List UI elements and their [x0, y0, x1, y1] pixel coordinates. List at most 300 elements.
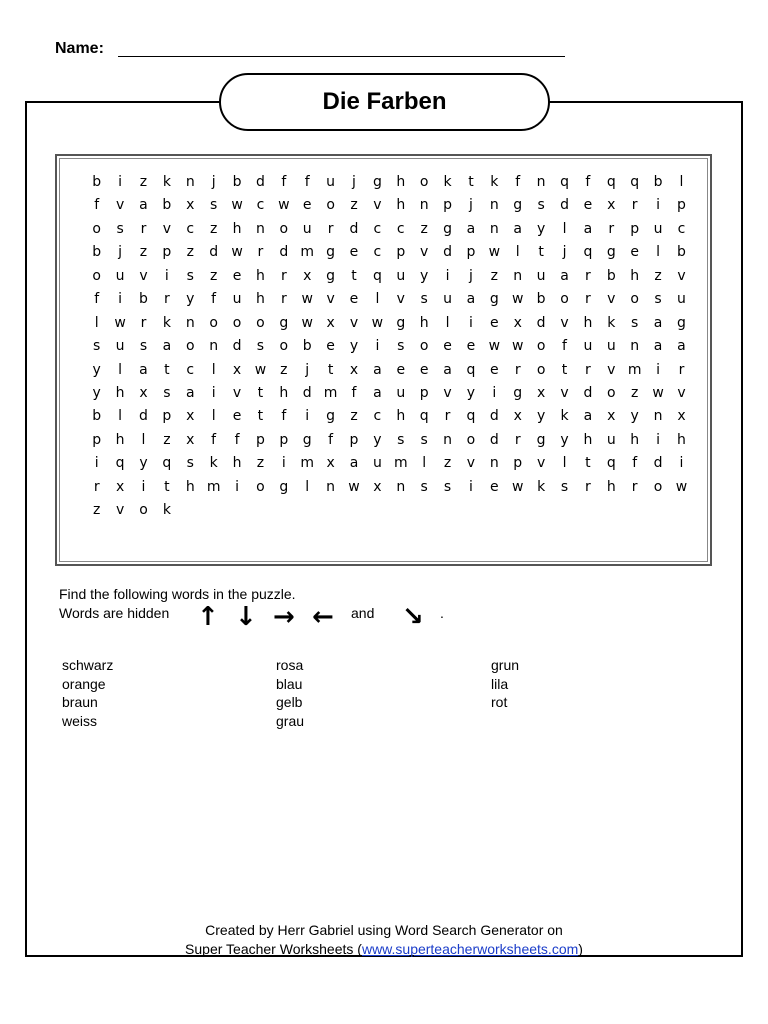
grid-letter[interactable]: r [631, 478, 638, 495]
grid-letter[interactable]: z [139, 174, 148, 190]
grid-letter[interactable]: z [350, 408, 358, 425]
grid-letter[interactable]: d [489, 431, 499, 448]
grid-letter[interactable]: f [211, 291, 217, 308]
grid-letter[interactable]: v [420, 244, 429, 261]
grid-letter[interactable]: n [536, 174, 546, 190]
grid-letter[interactable]: z [163, 431, 171, 448]
grid-letter[interactable]: a [349, 455, 359, 472]
grid-letter[interactable]: o [326, 197, 335, 214]
grid-letter[interactable]: i [235, 478, 239, 495]
grid-letter[interactable]: t [257, 384, 264, 401]
grid-letter[interactable]: a [139, 197, 148, 214]
grid-letter[interactable]: h [255, 291, 265, 308]
grid-letter[interactable]: q [115, 455, 125, 472]
grid-letter[interactable]: b [302, 338, 312, 355]
grid-letter[interactable]: w [488, 338, 501, 355]
grid-letter[interactable]: e [583, 197, 593, 214]
grid-letter[interactable]: h [583, 314, 593, 331]
grid-letter[interactable]: r [140, 314, 147, 331]
grid-letter[interactable]: r [608, 220, 615, 237]
grid-letter[interactable]: r [585, 267, 591, 284]
grid-letter[interactable]: o [279, 220, 289, 237]
grid-letter[interactable]: s [537, 197, 545, 214]
grid-letter[interactable]: i [679, 455, 684, 472]
grid-letter[interactable]: k [607, 314, 616, 331]
grid-letter[interactable]: b [92, 244, 102, 261]
grid-letter[interactable]: x [536, 384, 546, 401]
grid-letter[interactable]: v [373, 197, 382, 214]
grid-letter[interactable]: e [490, 361, 499, 378]
grid-letter[interactable]: k [209, 455, 218, 472]
grid-letter[interactable]: e [349, 244, 359, 261]
grid-letter[interactable]: q [466, 361, 476, 378]
grid-letter[interactable]: x [303, 267, 312, 284]
grid-letter[interactable]: f [234, 431, 240, 448]
grid-letter[interactable]: x [326, 455, 335, 472]
grid-letter[interactable]: i [469, 478, 473, 495]
grid-letter[interactable]: z [490, 267, 499, 284]
grid-letter[interactable]: w [512, 291, 524, 308]
grid-letter[interactable]: i [118, 291, 123, 308]
grid-letter[interactable]: e [490, 314, 499, 331]
grid-letter[interactable]: n [185, 174, 195, 190]
grid-letter[interactable]: z [443, 455, 452, 472]
grid-letter[interactable]: a [139, 361, 148, 378]
grid-letter[interactable]: t [585, 455, 591, 472]
grid-letter[interactable]: x [186, 408, 195, 425]
grid-letter[interactable]: b [92, 408, 102, 425]
grid-letter[interactable]: m [300, 244, 315, 261]
grid-letter[interactable]: k [443, 174, 452, 190]
grid-letter[interactable]: v [560, 314, 569, 331]
grid-letter[interactable]: r [140, 220, 147, 237]
grid-letter[interactable]: h [419, 314, 429, 331]
grid-letter[interactable]: o [466, 431, 476, 448]
grid-letter[interactable]: z [209, 267, 218, 284]
grid-letter[interactable]: o [536, 361, 546, 378]
grid-letter[interactable]: x [607, 197, 616, 214]
grid-letter[interactable]: h [185, 478, 195, 495]
grid-letter[interactable]: n [489, 220, 499, 237]
grid-letter[interactable]: n [653, 408, 663, 425]
grid-letter[interactable]: h [396, 174, 406, 190]
grid-letter[interactable]: k [162, 174, 171, 190]
grid-letter[interactable]: i [375, 338, 380, 355]
grid-letter[interactable]: u [443, 291, 452, 308]
grid-letter[interactable]: w [652, 384, 664, 401]
grid-letter[interactable]: g [489, 291, 499, 308]
grid-letter[interactable]: u [372, 455, 382, 472]
grid-letter[interactable]: a [653, 314, 663, 331]
grid-letter[interactable]: l [562, 220, 567, 237]
grid-letter[interactable]: h [396, 408, 406, 425]
grid-letter[interactable]: o [630, 291, 639, 308]
grid-letter[interactable]: z [93, 502, 101, 519]
grid-letter[interactable]: o [185, 338, 195, 355]
grid-letter[interactable]: h [255, 267, 265, 284]
grid-letter[interactable]: s [420, 478, 428, 495]
grid-letter[interactable]: b [653, 174, 663, 190]
grid-letter[interactable]: g [372, 174, 382, 190]
grid-letter[interactable]: f [585, 174, 591, 190]
grid-letter[interactable]: m [206, 478, 221, 495]
grid-letter[interactable]: u [396, 267, 406, 284]
grid-letter[interactable]: b [606, 267, 616, 284]
grid-letter[interactable]: y [186, 291, 195, 308]
grid-letter[interactable]: v [607, 361, 616, 378]
grid-letter[interactable]: t [257, 408, 264, 425]
grid-letter[interactable]: s [420, 431, 428, 448]
grid-letter[interactable]: q [466, 408, 476, 425]
grid-letter[interactable]: i [656, 431, 661, 448]
grid-letter[interactable]: d [560, 197, 569, 214]
grid-letter[interactable]: v [162, 220, 172, 237]
grid-letter[interactable]: i [445, 267, 450, 284]
grid-letter[interactable]: r [585, 478, 591, 495]
grid-letter[interactable]: y [536, 408, 546, 425]
grid-letter[interactable]: o [232, 314, 242, 331]
grid-letter[interactable]: e [466, 338, 476, 355]
grid-letter[interactable]: o [653, 478, 663, 495]
grid-letter[interactable]: g [513, 384, 523, 401]
grid-letter[interactable]: h [115, 431, 125, 448]
grid-letter[interactable]: d [209, 244, 219, 261]
grid-letter[interactable]: n [419, 197, 429, 214]
grid-letter[interactable]: x [232, 361, 242, 378]
grid-letter[interactable]: m [300, 455, 315, 472]
grid-letter[interactable]: s [654, 291, 662, 308]
grid-letter[interactable]: q [583, 244, 593, 261]
grid-letter[interactable]: r [585, 361, 591, 378]
grid-letter[interactable]: d [232, 338, 242, 355]
grid-letter[interactable]: d [349, 220, 359, 237]
grid-letter[interactable]: m [323, 384, 338, 401]
grid-letter[interactable]: d [443, 244, 452, 261]
grid-letter[interactable]: d [279, 244, 289, 261]
grid-letter[interactable]: n [513, 267, 523, 284]
grid-letter[interactable]: g [606, 244, 616, 261]
grid-letter[interactable]: e [443, 338, 452, 355]
grid-letter[interactable]: v [677, 267, 686, 284]
grid-letter[interactable]: o [209, 314, 218, 331]
grid-letter[interactable]: p [677, 197, 686, 214]
grid-letter[interactable]: z [631, 384, 639, 401]
grid-letter[interactable]: w [278, 197, 290, 214]
grid-letter[interactable]: x [677, 408, 686, 425]
grid-letter[interactable]: v [139, 267, 148, 284]
grid-letter[interactable]: t [164, 478, 170, 495]
grid-letter[interactable]: h [232, 455, 242, 472]
grid-letter[interactable]: x [373, 478, 382, 495]
grid-letter[interactable]: f [94, 291, 100, 308]
grid-letter[interactable]: l [679, 174, 684, 190]
grid-letter[interactable]: v [326, 291, 335, 308]
grid-letter[interactable]: d [255, 174, 265, 190]
grid-letter[interactable]: j [305, 361, 310, 378]
grid-letter[interactable]: s [210, 197, 218, 214]
grid-letter[interactable]: c [186, 361, 195, 378]
grid-letter[interactable]: l [305, 478, 310, 495]
grid-letter[interactable]: z [139, 244, 148, 261]
grid-letter[interactable]: o [419, 174, 429, 190]
grid-letter[interactable]: v [536, 455, 546, 472]
grid-letter[interactable]: t [351, 267, 357, 284]
grid-letter[interactable]: e [232, 267, 242, 284]
grid-letter[interactable]: i [94, 455, 99, 472]
grid-letter[interactable]: y [536, 220, 546, 237]
grid-letter[interactable]: b [92, 174, 102, 190]
grid-letter[interactable]: i [141, 478, 146, 495]
grid-letter[interactable]: n [489, 455, 499, 472]
grid-letter[interactable]: a [466, 291, 476, 308]
grid-letter[interactable]: k [162, 502, 171, 519]
grid-letter[interactable]: p [630, 220, 640, 237]
grid-letter[interactable]: b [232, 174, 242, 190]
grid-letter[interactable]: o [279, 338, 289, 355]
grid-letter[interactable]: y [92, 361, 101, 378]
grid-letter[interactable]: w [371, 314, 384, 331]
grid-letter[interactable]: p [466, 244, 476, 261]
grid-letter[interactable]: e [490, 478, 499, 495]
grid-letter[interactable]: s [397, 338, 405, 355]
grid-letter[interactable]: h [606, 478, 616, 495]
grid-letter[interactable]: c [677, 220, 686, 237]
grid-letter[interactable]: u [396, 384, 406, 401]
grid-letter[interactable]: a [185, 384, 195, 401]
grid-letter[interactable]: n [489, 197, 499, 214]
grid-letter[interactable]: l [375, 291, 380, 308]
grid-letter[interactable]: x [326, 314, 335, 331]
grid-letter[interactable]: a [583, 220, 593, 237]
grid-letter[interactable]: t [164, 361, 170, 378]
grid-letter[interactable]: s [631, 314, 639, 331]
grid-letter[interactable]: j [469, 197, 473, 214]
grid-letter[interactable]: p [92, 431, 102, 448]
grid-letter[interactable]: g [279, 314, 289, 331]
grid-letter[interactable]: v [677, 384, 686, 401]
grid-letter[interactable]: x [139, 384, 148, 401]
grid-letter[interactable]: x [607, 408, 616, 425]
grid-letter[interactable]: q [560, 174, 569, 190]
grid-letter[interactable]: z [209, 220, 218, 237]
grid-letter[interactable]: c [373, 408, 382, 425]
grid-letter[interactable]: i [305, 408, 310, 425]
grid-letter[interactable]: v [560, 384, 569, 401]
grid-letter[interactable]: c [396, 220, 405, 237]
grid-letter[interactable]: a [513, 220, 523, 237]
grid-letter[interactable]: g [279, 478, 289, 495]
grid-letter[interactable]: l [656, 244, 661, 261]
grid-letter[interactable]: z [420, 220, 428, 237]
grid-letter[interactable]: l [211, 408, 216, 425]
grid-letter[interactable]: v [466, 455, 476, 472]
grid-letter[interactable]: w [301, 291, 313, 308]
grid-letter[interactable]: g [302, 431, 312, 448]
grid-letter[interactable]: v [349, 314, 359, 331]
grid-letter[interactable]: p [443, 197, 452, 214]
grid-letter[interactable]: b [536, 291, 546, 308]
grid-letter[interactable]: h [677, 431, 686, 448]
grid-letter[interactable]: q [606, 174, 616, 190]
grid-letter[interactable]: y [466, 384, 476, 401]
grid-letter[interactable]: a [443, 361, 452, 378]
grid-letter[interactable]: e [419, 361, 429, 378]
grid-letter[interactable]: g [396, 314, 406, 331]
grid-letter[interactable]: k [490, 174, 499, 190]
grid-letter[interactable]: u [115, 338, 125, 355]
grid-letter[interactable]: f [94, 197, 100, 214]
grid-letter[interactable]: h [279, 384, 289, 401]
grid-letter[interactable]: i [118, 174, 123, 190]
grid-letter[interactable]: g [443, 220, 452, 237]
grid-letter[interactable]: z [654, 267, 662, 284]
grid-letter[interactable]: l [562, 455, 567, 472]
grid-letter[interactable]: r [585, 291, 591, 308]
grid-letter[interactable]: a [560, 267, 569, 284]
grid-letter[interactable]: w [512, 478, 524, 495]
grid-letter[interactable]: o [536, 338, 546, 355]
grid-letter[interactable]: c [373, 244, 382, 261]
grid-letter[interactable]: s [139, 338, 148, 355]
grid-letter[interactable]: j [118, 244, 123, 261]
grid-letter[interactable]: t [538, 244, 544, 261]
grid-letter[interactable]: x [513, 314, 522, 331]
grid-letter[interactable]: l [422, 455, 427, 472]
grid-letter[interactable]: a [583, 408, 593, 425]
grid-letter[interactable]: x [186, 197, 195, 214]
grid-letter[interactable]: f [351, 384, 357, 401]
grid-letter[interactable]: b [677, 244, 686, 261]
grid-letter[interactable]: h [630, 267, 640, 284]
grid-letter[interactable]: f [281, 408, 287, 425]
grid-letter[interactable]: q [630, 174, 640, 190]
grid-letter[interactable]: i [281, 455, 286, 472]
grid-letter[interactable]: j [469, 267, 473, 284]
grid-letter[interactable]: v [443, 384, 452, 401]
grid-letter[interactable]: g [536, 431, 546, 448]
grid-letter[interactable]: a [653, 338, 663, 355]
grid-letter[interactable]: s [186, 267, 194, 284]
grid-letter[interactable]: s [93, 338, 101, 355]
grid-letter[interactable]: z [256, 455, 265, 472]
grid-letter[interactable]: k [560, 408, 569, 425]
grid-letter[interactable]: l [445, 314, 450, 331]
grid-letter[interactable]: g [326, 244, 336, 261]
grid-letter[interactable]: u [115, 267, 125, 284]
grid-letter[interactable]: g [326, 408, 336, 425]
grid-letter[interactable]: y [420, 267, 429, 284]
grid-letter[interactable]: o [92, 220, 101, 237]
grid-letter[interactable]: c [256, 197, 265, 214]
grid-letter[interactable]: h [115, 384, 125, 401]
grid-letter[interactable]: g [513, 197, 523, 214]
grid-letter[interactable]: r [444, 408, 451, 425]
grid-letter[interactable]: o [419, 338, 429, 355]
grid-letter[interactable]: y [560, 431, 569, 448]
grid-letter[interactable]: y [139, 455, 148, 472]
grid-letter[interactable]: e [232, 408, 242, 425]
grid-letter[interactable]: r [280, 291, 287, 308]
grid-letter[interactable]: b [162, 197, 172, 214]
grid-letter[interactable]: n [630, 338, 640, 355]
grid-letter[interactable]: l [118, 408, 123, 425]
grid-letter[interactable]: a [373, 384, 382, 401]
grid-letter[interactable]: d [139, 408, 148, 425]
grid-letter[interactable]: s [186, 455, 194, 472]
grid-letter[interactable]: r [280, 267, 287, 284]
grid-letter[interactable]: r [514, 431, 521, 448]
grid-letter[interactable]: f [632, 455, 638, 472]
grid-letter[interactable]: a [373, 361, 382, 378]
grid-letter[interactable]: w [348, 478, 360, 495]
grid-letter[interactable]: v [115, 197, 125, 214]
grid-letter[interactable]: m [393, 455, 408, 472]
grid-letter[interactable]: d [302, 384, 312, 401]
grid-letter[interactable]: y [92, 384, 101, 401]
grid-letter[interactable]: z [280, 361, 288, 378]
grid-letter[interactable]: f [281, 174, 287, 190]
grid-letter[interactable]: c [373, 220, 382, 237]
grid-letter[interactable]: y [349, 338, 359, 355]
grid-letter[interactable]: d [536, 314, 546, 331]
grid-letter[interactable]: m [627, 361, 642, 378]
grid-letter[interactable]: s [256, 338, 265, 355]
grid-letter[interactable]: s [443, 478, 452, 495]
grid-letter[interactable]: t [327, 361, 334, 378]
grid-letter[interactable]: h [396, 197, 406, 214]
grid-letter[interactable]: i [656, 361, 661, 378]
grid-letter[interactable]: n [396, 478, 406, 495]
grid-letter[interactable]: i [164, 267, 169, 284]
grid-letter[interactable]: x [115, 478, 125, 495]
grid-letter[interactable]: e [302, 197, 312, 214]
grid-letter[interactable]: n [255, 220, 265, 237]
grid-letter[interactable]: u [536, 267, 546, 284]
grid-letter[interactable]: v [232, 384, 242, 401]
grid-letter[interactable]: p [349, 431, 359, 448]
grid-letter[interactable]: x [186, 431, 195, 448]
grid-letter[interactable]: j [562, 244, 567, 261]
grid-letter[interactable]: w [231, 244, 243, 261]
grid-letter[interactable]: c [186, 220, 195, 237]
grid-letter[interactable]: i [211, 384, 216, 401]
grid-letter[interactable]: q [162, 455, 172, 472]
grid-letter[interactable]: r [93, 478, 100, 495]
grid-letter[interactable]: r [327, 220, 334, 237]
grid-letter[interactable]: k [162, 314, 171, 331]
grid-letter[interactable]: s [420, 291, 428, 308]
grid-letter[interactable]: w [488, 244, 501, 261]
grid-letter[interactable]: s [560, 478, 569, 495]
grid-letter[interactable]: f [562, 338, 567, 355]
grid-letter[interactable]: s [163, 384, 171, 401]
grid-letter[interactable]: p [255, 431, 265, 448]
grid-letter[interactable]: f [328, 431, 334, 448]
grid-letter[interactable]: n [443, 431, 452, 448]
grid-letter[interactable]: p [396, 244, 406, 261]
grid-letter[interactable]: z [350, 197, 358, 214]
grid-letter[interactable]: p [279, 431, 289, 448]
grid-letter[interactable]: u [606, 431, 616, 448]
grid-letter[interactable]: r [631, 197, 638, 214]
grid-letter[interactable]: b [139, 291, 148, 308]
grid-letter[interactable]: r [678, 361, 685, 378]
grid-letter[interactable]: o [92, 267, 101, 284]
grid-letter[interactable]: t [561, 361, 568, 378]
grid-letter[interactable]: p [419, 384, 429, 401]
grid-letter[interactable]: w [512, 338, 524, 355]
grid-letter[interactable]: u [326, 174, 336, 190]
